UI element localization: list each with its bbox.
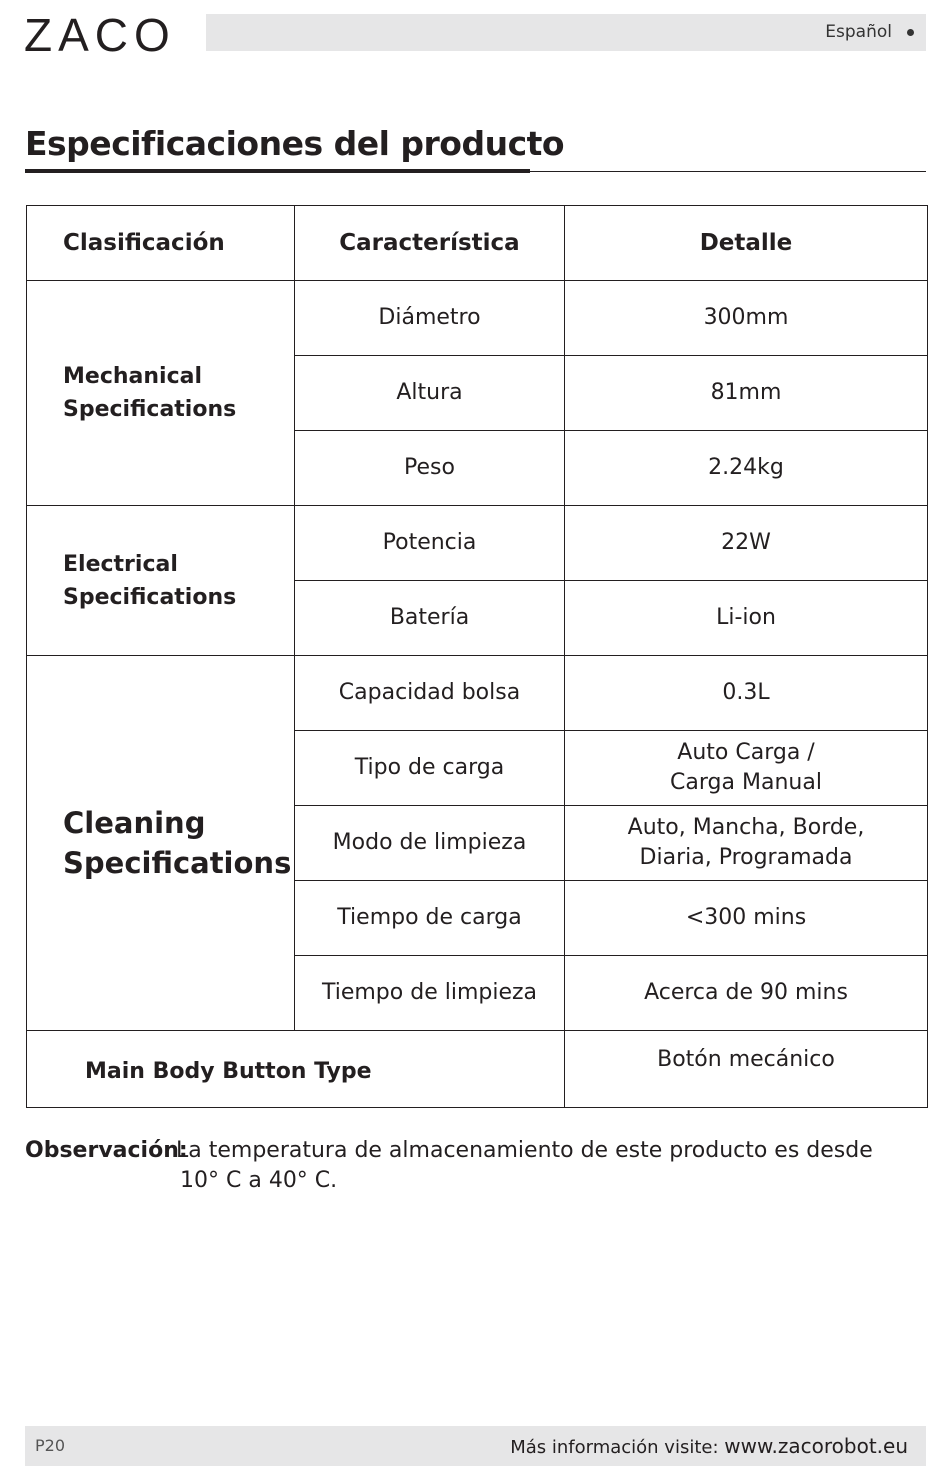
detail-cell <box>565 806 928 881</box>
feature-cell: Diámetro <box>295 281 565 356</box>
detail-line: Auto, Mancha, Borde, <box>627 815 865 840</box>
table-header-row <box>27 206 928 281</box>
page-number: P20 <box>35 1436 66 1455</box>
feature-cell: Tiempo de limpieza <box>295 956 565 1031</box>
feature-cell: Capacidad bolsa <box>295 656 565 731</box>
brand-logo: ZACO <box>24 9 176 61</box>
title-underline <box>25 169 530 173</box>
category-mechanical <box>27 281 295 506</box>
category-cleaning <box>27 656 295 1031</box>
feature-cell: Batería <box>295 581 565 656</box>
main-body-label: Main Body Button Type <box>27 1031 565 1108</box>
table-row <box>27 281 928 356</box>
category-line: Electrical <box>63 551 178 577</box>
main-body-value: Botón mecánico <box>565 1031 928 1108</box>
category-line: Specifications <box>63 397 237 422</box>
detail-line: Diaria, Programada <box>639 845 853 870</box>
feature-cell: Altura <box>295 356 565 431</box>
detail-line: Auto Carga / <box>677 740 815 765</box>
header-detail: Detalle <box>565 206 928 281</box>
feature-cell: Peso <box>295 431 565 506</box>
footer-info-label: Más información visite: <box>510 1437 719 1458</box>
category-line: Specifications <box>63 584 237 610</box>
footer-bar <box>25 1426 926 1466</box>
page-title: Especificaciones del producto <box>25 124 565 163</box>
note-line: La temperatura de almacenamiento de este producto es desde <box>176 1138 873 1163</box>
footer-info <box>510 1434 908 1458</box>
detail-cell: 81mm <box>565 356 928 431</box>
header-classification: Clasificación <box>27 206 295 281</box>
feature-cell: Tiempo de carga <box>295 881 565 956</box>
detail-cell: 0.3L <box>565 656 928 731</box>
footer-url-link[interactable]: www.zacorobot.eu <box>724 1434 908 1458</box>
detail-line: Carga Manual <box>670 770 822 795</box>
table-row <box>27 1031 928 1108</box>
language-label: Español <box>825 22 892 42</box>
header-feature: Característica <box>295 206 565 281</box>
category-electrical <box>27 506 295 656</box>
note-text <box>176 1136 896 1196</box>
table-row <box>27 506 928 581</box>
note <box>25 1136 925 1193</box>
note-line: 10° C a 40° C. <box>180 1168 338 1193</box>
detail-cell: 22W <box>565 506 928 581</box>
category-line: Cleaning <box>63 806 206 840</box>
bullet-icon <box>907 29 914 36</box>
detail-cell: 2.24kg <box>565 431 928 506</box>
detail-cell: Acerca de 90 mins <box>565 956 928 1031</box>
feature-cell: Modo de limpieza <box>295 806 565 881</box>
detail-cell <box>565 731 928 806</box>
feature-cell: Potencia <box>295 506 565 581</box>
table-row <box>27 656 928 731</box>
feature-cell: Tipo de carga <box>295 731 565 806</box>
detail-cell: 300mm <box>565 281 928 356</box>
category-line: Mechanical <box>63 364 202 389</box>
spec-table <box>26 205 928 1108</box>
detail-cell: <300 mins <box>565 881 928 956</box>
detail-cell: Li-ion <box>565 581 928 656</box>
category-line: Specifications <box>63 846 292 880</box>
language-bar <box>206 14 926 51</box>
note-label: Observación: <box>25 1138 188 1163</box>
